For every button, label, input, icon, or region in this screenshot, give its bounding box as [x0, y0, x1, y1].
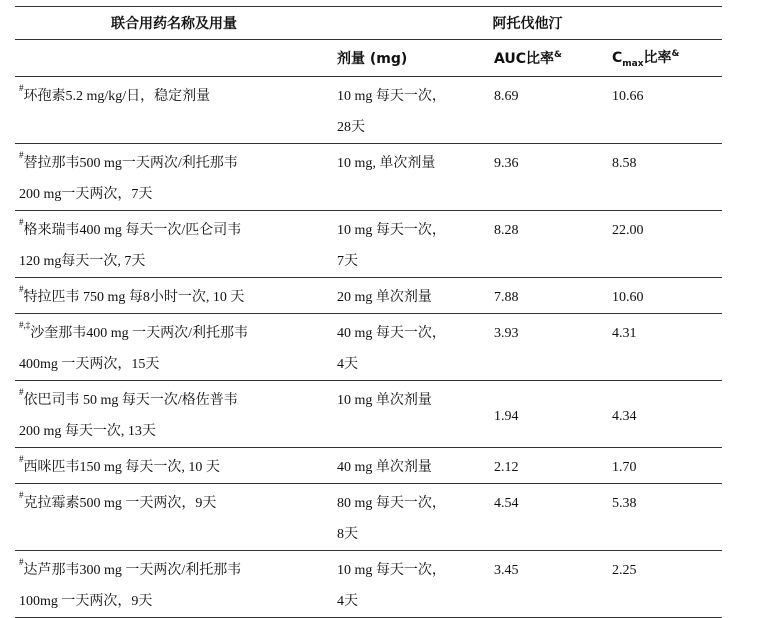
cmax-cell: 4.34	[608, 381, 722, 448]
combo-cell	[15, 314, 333, 381]
combo-line1: 特拉匹韦 750 mg 每8小时一次, 10 天	[23, 290, 245, 305]
combo-line1: 依巴司韦 50 mg 每天一次/格佐普韦	[23, 393, 238, 408]
combo-line2: 120 mg每天一次, 7天	[19, 254, 146, 269]
table-row	[15, 211, 722, 278]
combo-cell	[15, 484, 333, 551]
combo-cell	[15, 381, 333, 448]
auc-header-text: AUC比率	[494, 51, 555, 67]
combo-cell	[15, 144, 333, 211]
auc-cell: 1.94	[490, 381, 608, 448]
combo-line1: 沙奎那韦400 mg 一天两次/利托那韦	[30, 326, 249, 341]
dose-line1: 10 mg 每天一次，	[337, 563, 446, 578]
dose-cell	[333, 484, 490, 551]
combo-cell	[15, 448, 333, 484]
cmax-suffix: 比率	[643, 50, 672, 67]
dose-line2: 8天	[337, 527, 358, 542]
dose-line1: 40 mg 每天一次，	[337, 326, 446, 341]
dose-line1: 80 mg 每天一次，	[337, 496, 446, 511]
cmax-cell: 10.60	[608, 278, 722, 314]
cmax-header	[608, 40, 722, 77]
auc-cell: 8.28	[490, 211, 608, 278]
footnote-mark: #	[19, 150, 24, 160]
footnote-mark: #	[19, 284, 24, 294]
auc-cell: 3.93	[490, 314, 608, 381]
cmax-cell: 5.38	[608, 484, 722, 551]
dose-cell	[333, 144, 490, 211]
dose-cell	[333, 448, 490, 484]
auc-cell: 4.54	[490, 484, 608, 551]
cmax-mark: &	[671, 49, 680, 60]
cmax-cell: 8.58	[608, 144, 722, 211]
footnote-mark: #	[19, 217, 24, 227]
combo-cell	[15, 77, 333, 144]
combo-line2: 100mg 一天两次，9天	[19, 594, 153, 609]
dose-line1: 20 mg 单次剂量	[337, 290, 432, 305]
dose-cell	[333, 211, 490, 278]
table-row	[15, 77, 722, 144]
footnote-mark: #	[19, 454, 24, 464]
dose-cell	[333, 314, 490, 381]
combo-title: 联合用药名称及用量	[15, 7, 333, 40]
drug-title: 阿托伐他汀	[333, 7, 722, 40]
cmax-sub: max	[622, 58, 644, 69]
dose-cell	[333, 381, 490, 448]
table-row	[15, 448, 722, 484]
auc-mark: &	[554, 50, 562, 60]
dose-line1: 10 mg, 单次剂量	[337, 156, 436, 171]
combo-line1: 克拉霉素500 mg 一天两次，9天	[23, 496, 217, 511]
combo-line1: 替拉那韦500 mg一天两次/利托那韦	[23, 156, 238, 171]
dose-line1: 10 mg 每天一次，	[337, 223, 446, 238]
footnote-mark: #	[19, 83, 24, 93]
dose-line1: 10 mg 单次剂量	[337, 393, 432, 408]
auc-cell: 2.12	[490, 448, 608, 484]
auc-cell: 3.45	[490, 551, 608, 618]
cmax-cell: 1.70	[608, 448, 722, 484]
dose-cell	[333, 551, 490, 618]
footnote-mark: #	[19, 557, 24, 567]
dose-header: 剂量 (mg)	[337, 51, 408, 67]
cmax-cell: 2.25	[608, 551, 722, 618]
combo-cell	[15, 551, 333, 618]
combo-line1: 西咪匹韦150 mg 每天一次, 10 天	[23, 460, 220, 475]
cmax-cell: 10.66	[608, 77, 722, 144]
table-row	[15, 314, 722, 381]
footnote-mark: #,‡	[19, 320, 31, 330]
dose-line2: 7天	[337, 254, 358, 269]
auc-cell: 8.69	[490, 77, 608, 144]
dose-line2: 4天	[337, 594, 358, 609]
table-row	[15, 144, 722, 211]
empty-header-cell	[15, 40, 333, 77]
table-row	[15, 381, 722, 448]
dose-line2: 4天	[337, 357, 358, 372]
table-row	[15, 278, 722, 314]
dose-line2: 28天	[337, 120, 365, 135]
interaction-table	[15, 6, 722, 618]
dose-cell	[333, 278, 490, 314]
combo-line2: 200 mg一天两次，7天	[19, 187, 153, 202]
combo-line1: 格来瑞韦400 mg 每天一次/匹仑司韦	[23, 223, 242, 238]
cmax-cell: 4.31	[608, 314, 722, 381]
table-row	[15, 484, 722, 551]
combo-line1: 环孢素5.2 mg/kg/日，稳定剂量	[23, 89, 211, 104]
cmax-prefix: C	[612, 50, 623, 67]
auc-header	[490, 40, 608, 77]
footnote-mark: #	[19, 387, 24, 397]
cmax-cell: 22.00	[608, 211, 722, 278]
auc-cell: 7.88	[490, 278, 608, 314]
table-row	[15, 551, 722, 618]
combo-cell	[15, 211, 333, 278]
header-row-1	[15, 7, 722, 40]
combo-line2: 400mg 一天两次，15天	[19, 357, 160, 372]
dose-line1: 10 mg 每天一次，	[337, 89, 446, 104]
auc-cell: 9.36	[490, 144, 608, 211]
combo-cell	[15, 278, 333, 314]
dose-line1: 40 mg 单次剂量	[337, 460, 432, 475]
dose-cell	[333, 77, 490, 144]
combo-line2: 200 mg 每天一次, 13天	[19, 424, 156, 439]
combo-line1: 达芦那韦300 mg 一天两次/利托那韦	[23, 563, 242, 578]
footnote-mark: #	[19, 490, 24, 500]
header-row-2	[15, 40, 722, 77]
